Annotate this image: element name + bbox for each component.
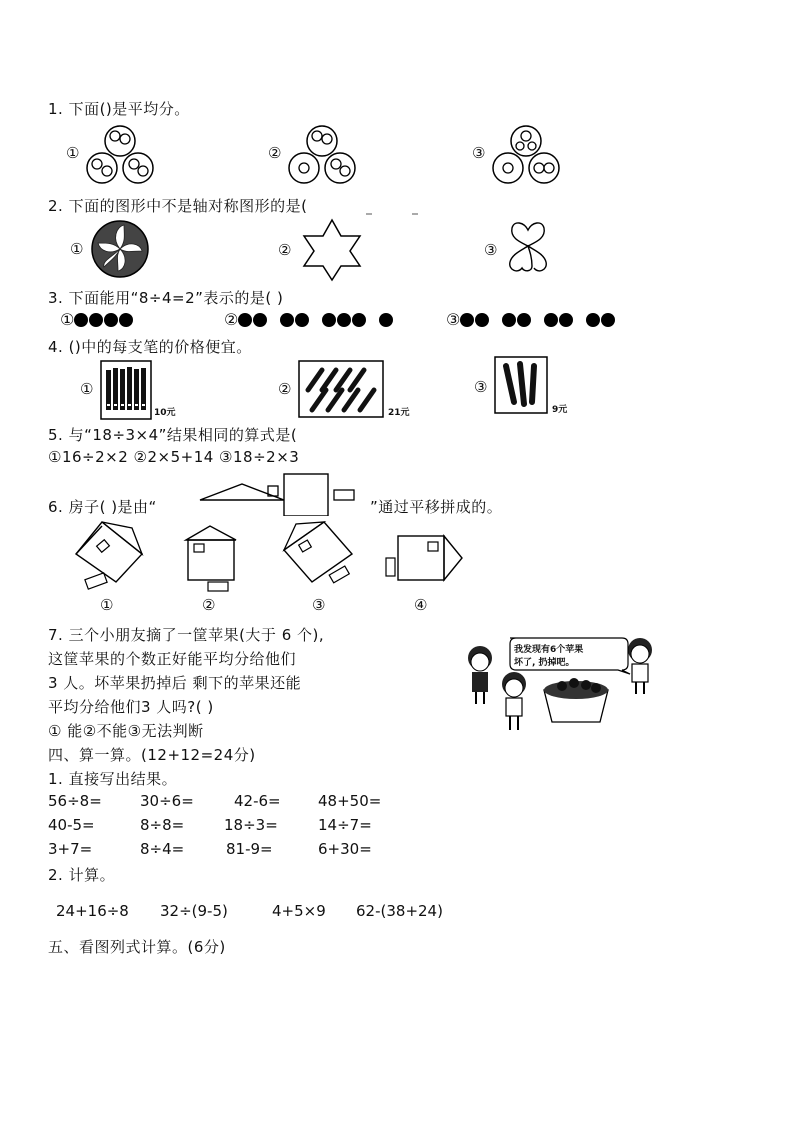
mental-math-item: 8÷8= — [140, 816, 185, 834]
q4-option-1-label: ① — [80, 380, 94, 398]
mental-math-item: 14÷7= — [318, 816, 372, 834]
q3-text: 3. 下面能用“8÷4=2”表示的是( ) — [48, 289, 284, 307]
q4-price-2: 21元 — [388, 408, 410, 418]
q1-option-1-label: ① — [66, 144, 80, 162]
section-5-title: 五、看图列式计算。(6分) — [48, 938, 226, 956]
q6-house-option-2 — [182, 520, 240, 592]
q3-option-2-dots — [224, 310, 394, 329]
q6-option-4-label: ④ — [414, 596, 428, 614]
q6-option-1-label: ① — [100, 596, 114, 614]
calculation-item: 32÷(9-5) — [160, 902, 228, 920]
q5-options: ①16÷2×2 ②2×5+14 ③18÷2×3 — [48, 448, 300, 466]
mental-math-item: 6+30= — [318, 840, 372, 858]
q2-text: 2. 下面的图形中不是轴对称图形的是( — [48, 197, 308, 215]
mental-math-item: 56÷8= — [48, 792, 102, 810]
q2-option-2-label: ② — [278, 241, 292, 259]
mental-math-item: 8÷4= — [140, 840, 185, 858]
q3-option-1-label: ① — [60, 310, 75, 329]
q7-line-4: 平均分给他们3 人吗?( ) — [48, 698, 214, 716]
calculation-item: 4+5×9 — [272, 902, 326, 920]
q6-house-option-4 — [384, 530, 466, 586]
q1-circles-figure-2 — [286, 124, 358, 188]
mental-math-item: 30÷6= — [140, 792, 194, 810]
mental-math-item: 81-9= — [226, 840, 273, 858]
q2-answer-blank — [364, 208, 430, 216]
q3-option-2-label: ② — [224, 310, 239, 329]
q2-clover-figure — [502, 220, 554, 278]
q4-pen-pack-figure-3 — [494, 356, 548, 414]
q5-text: 5. 与“18÷3×4”结果相同的算式是( — [48, 426, 298, 444]
q6-text-after: ”通过平移拼成的。 — [370, 498, 503, 516]
q7-line-2: 这筐苹果的个数正好能平均分给他们 — [48, 650, 297, 668]
section-4-sub-1: 1. 直接写出结果。 — [48, 770, 178, 788]
q4-option-3-label: ③ — [474, 378, 488, 396]
q2-flower-emblem-figure — [90, 219, 150, 279]
q2-option-3-label: ③ — [484, 241, 498, 259]
q4-text: 4. ()中的每支笔的价格便宜。 — [48, 338, 252, 356]
q7-options: ① 能②不能③无法判断 — [48, 722, 204, 740]
mental-math-item: 42-6= — [234, 792, 281, 810]
calculation-item: 62-(38+24) — [356, 902, 443, 920]
q1-option-2-label: ② — [268, 144, 282, 162]
q4-pen-pack-figure-1 — [100, 360, 152, 420]
q6-house-option-1 — [72, 520, 148, 592]
q6-house-parts-figure — [198, 470, 368, 516]
q7-line-1: 7. 三个小朋友摘了一筐苹果(大于 6 个), — [48, 626, 325, 644]
q2-option-1-label: ① — [70, 240, 84, 258]
q1-text: 1. 下面()是平均分。 — [48, 100, 190, 118]
mental-math-item: 18÷3= — [224, 816, 278, 834]
mental-math-item: 40-5= — [48, 816, 95, 834]
q4-option-2-label: ② — [278, 380, 292, 398]
section-4-title: 四、算一算。(12+12=24分) — [48, 746, 256, 764]
q3-option-1-dots — [60, 310, 134, 329]
q6-text-before: 6. 房子( )是由“ — [48, 498, 157, 516]
q4-price-3: 9元 — [552, 405, 568, 415]
q7-line-3: 3 人。坏苹果扔掉后 剩下的苹果还能 — [48, 674, 302, 692]
q1-option-3-label: ③ — [472, 144, 486, 162]
q7-bubble-line-1: 我发现有6个苹果 — [514, 645, 584, 655]
q1-circles-figure-1 — [84, 124, 156, 188]
q1-circles-figure-3 — [490, 124, 562, 188]
q3-option-3-label: ③ — [446, 310, 461, 329]
q7-bubble-line-2: 坏了, 扔掉吧。 — [514, 658, 575, 668]
q2-hexagram-star-figure — [298, 218, 366, 282]
mental-math-item: 48+50= — [318, 792, 382, 810]
section-4-sub-2: 2. 计算。 — [48, 866, 116, 884]
q6-option-2-label: ② — [202, 596, 216, 614]
q3-option-3-dots — [446, 310, 616, 329]
q4-pen-pack-figure-2 — [298, 360, 384, 418]
mental-math-item: 3+7= — [48, 840, 93, 858]
q6-house-option-3 — [280, 520, 356, 592]
q6-option-3-label: ③ — [312, 596, 326, 614]
q4-price-1: 10元 — [154, 408, 176, 418]
calculation-item: 24+16÷8 — [56, 902, 129, 920]
